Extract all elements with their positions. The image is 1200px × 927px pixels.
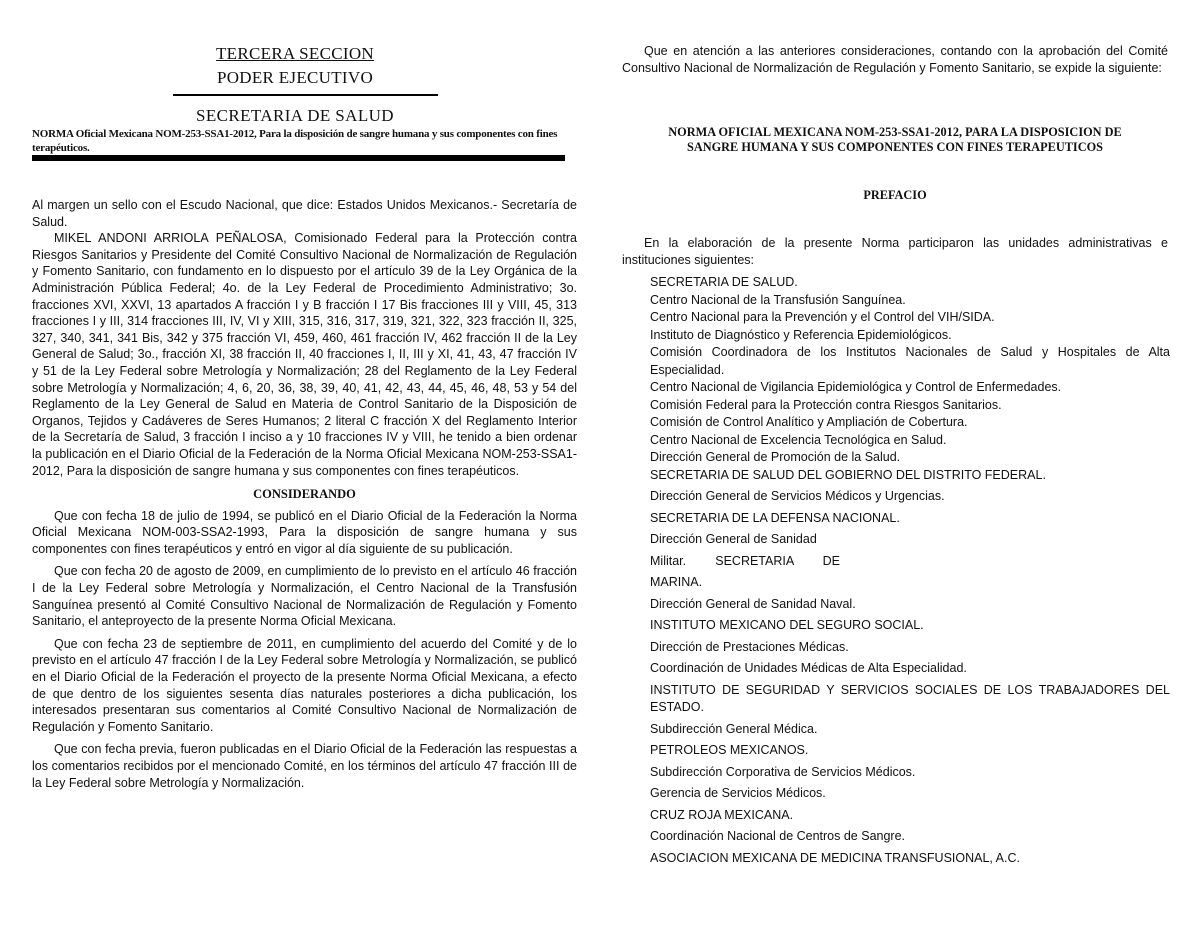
list-item: Comisión Federal para la Protección contra Riesgos Sanitarios. [650, 397, 1002, 412]
ministry-title: SECRETARIA DE SALUD [196, 106, 394, 125]
list-item: Dirección General de Promoción de la Salud. [650, 450, 901, 464]
list-item: INSTITUTO DE SEGURIDAD Y SERVICIOS SOCIALES DE LOS TRABAJADORES DEL ESTADO. [650, 682, 1170, 714]
paragraph-considerando-3: Que con fecha 23 de septiembre de 2011, en cumplimiento del acuerdo del Comité y de lo previsto en el artículo 47 fracción I de la Ley Federal sobre Metrología y Normalización, se publicó en el Diario Oficial de la Federación el proyecto de la presente Norma Oficial Mexicana, a efecto de que dentro de los siguientes sesenta días naturales posteriores a dicha publicación, los interesados presentaran sus comentarios al Comité Consultivo Nacional de Normalización de Regulación y Fomento Sanitario. [32, 636, 577, 734]
branch-title: PODER EJECUTIVO [216, 68, 374, 87]
list-item: Centro Nacional de Excelencia Tecnológica en Salud. [650, 432, 947, 447]
considerando-heading: CONSIDERANDO [253, 487, 356, 502]
list-item: INSTITUTO MEXICANO DEL SEGURO SOCIAL. [650, 618, 924, 632]
prefacio-heading: PREFACIO [863, 188, 927, 202]
paragraph-prefacio-intro: En la elaboración de la presente Norma participaron las unidades administrativas e instituciones siguientes: [622, 236, 1168, 267]
list-item: Instituto de Diagnóstico y Referencia Epidemiológicos. [650, 327, 952, 342]
list-item: MARINA. [650, 575, 703, 589]
list-item: Coordinación de Unidades Médicas de Alta Especialidad. [650, 661, 967, 675]
norma-heading-line-2: SANGRE HUMANA Y SUS COMPONENTES CON FINES TERAPEUTICOS [687, 140, 1103, 154]
list-item: ASOCIACION MEXICANA DE MEDICINA TRANSFUSIONAL, A.C. [650, 850, 1020, 865]
norma-title: NORMA Oficial Mexicana NOM-253-SSA1-2012, Para la disposición de sangre humana y sus componentes con fines terapéuticos. [32, 128, 558, 154]
list-item: Dirección General de Sanidad [650, 532, 817, 546]
prefacio-intro [622, 235, 1168, 268]
left-column [32, 197, 577, 791]
paragraph-seal: Al margen un sello con el Escudo Nacional, que dice: Estados Unidos Mexicanos.- Secretaría de Salud. [32, 198, 577, 229]
list-item: Centro Nacional de Vigilancia Epidemiológica y Control de Enfermedades. [650, 380, 1062, 394]
norma-divider [32, 155, 565, 161]
list-item: Militar. SECRETARIA DE [650, 553, 840, 568]
paragraph-considerando-2: Que con fecha 20 de agosto de 2009, en cumplimiento de lo previsto en el artículo 46 fracción I de la Ley Federal sobre Metrología y Normalización, el Centro Nacional de la Transfusión Sanguínea presentó al Comité Consultivo Nacional de Normalización de Regulación y Fomento Sanitario, el anteproyecto de la presente Norma Oficial Mexicana. [32, 564, 577, 629]
section-title: TERCERA SECCION [216, 44, 374, 63]
list-item: Dirección General de Sanidad Naval. [650, 596, 856, 611]
list-item: Dirección General de Servicios Médicos y Urgencias. [650, 489, 945, 503]
paragraph-commissioner: MIKEL ANDONI ARRIOLA PEÑALOSA, Comisionado Federal para la Protección contra Riesgos Sanitarios y Presidente del Comité Consultivo Nacional de Normalización de Regulación y Fomento Sanitario, con fundamento en lo dispuesto por el artículo 39 de la Ley Orgánica de la Administración Pública Federal; 4o. de la Ley Federal de Procedimiento Administrativo; 3o. fracciones XVI, XXVI, 13 apartados A fracción I y B fracción I 17 Bis fracciones III y VIII, 45, 313 fracciones I y III, 314 fracciones III, IV, VI y XIII, 315, 316, 317, 319, 321, 322, 323 fracción II, 325, 327, 340, 341, 341 Bis, 342 y 375 fracción VI, 459, 460, 461 fracción IV, 462 fracción II de la Ley General de Salud; 3o., fracción XI, 38 fracción II, 40 fracciones I, II, III y XI, 41, 43, 47 fracción IV y 51 de la Ley Federal sobre Metrología y Normalización; 28 del Reglamento de la Ley Federal sobre Metrología y Normalización; 4, 6, 20, 36, 38, 39, 40, 41, 42, 43, 44, 45, 46, 48, 53 y 54 del Reglamento de la Ley General de Salud en Materia de Control Sanitario de la Disposición de Organos, Tejidos y Cadáveres de Seres Humanos; 2 literal C fracción X del Reglamento Interior de la Secretaría de Salud, 3 fracción I inciso a y 10 fracciones IV y VIII, he tenido a bien ordenar la publicación en el Diario Oficial de la Federación de la Norma Oficial Mexicana NOM-253-SSA1-2012, Para la disposición de sangre humana y sus componentes con fines terapéuticos. [32, 231, 577, 478]
list-item: PETROLEOS MEXICANOS. [650, 743, 809, 757]
list-item: Centro Nacional de la Transfusión Sanguínea. [650, 292, 906, 307]
list-item: Dirección de Prestaciones Médicas. [650, 639, 849, 654]
header-divider [173, 94, 438, 96]
list-item: Comisión de Control Analítico y Ampliación de Cobertura. [650, 415, 968, 429]
paragraph-considerando-1: Que con fecha 18 de julio de 1994, se publicó en el Diario Oficial de la Federación la Norma Oficial Mexicana NOM-003-SSA2-1993, Para la disposición de sangre humana y sus componentes con fines terapéuticos y entró en vigor al día siguiente de su publicación. [32, 508, 577, 556]
list-item: Subdirección General Médica. [650, 721, 818, 736]
paragraph-intro: Que en atención a las anteriores consideraciones, contando con la aprobación del Comité Consultivo Nacional de Normalización de Regulación y Fomento Sanitario, se expide la siguiente: [622, 44, 1168, 75]
right-intro [622, 43, 1168, 76]
list-item: Subdirección Corporativa de Servicios Médicos. [650, 764, 916, 779]
norma-heading [622, 125, 1168, 155]
list-item: Coordinación Nacional de Centros de Sangre. [650, 829, 906, 843]
list-item: CRUZ ROJA MEXICANA. [650, 807, 794, 822]
institutions-list [650, 274, 1170, 867]
list-item: Comisión Coordinadora de los Institutos Nacionales de Salud y Hospitales de Alta Especialidad. [650, 345, 1170, 377]
list-item: SECRETARIA DE SALUD DEL GOBIERNO DEL DISTRITO FEDERAL. [650, 467, 1046, 482]
list-item: Centro Nacional para la Prevención y el Control del VIH/SIDA. [650, 310, 995, 324]
paragraph-considerando-4: Que con fecha previa, fueron publicadas en el Diario Oficial de la Federación las respuestas a los comentarios recibidos por el mencionado Comité, en los términos del artículo 47 fracción III de la Ley Federal sobre Metrología y Normalización. [32, 742, 577, 790]
list-item: SECRETARIA DE SALUD. [650, 275, 798, 289]
norma-heading-line-1: NORMA OFICIAL MEXICANA NOM-253-SSA1-2012, PARA LA DISPOSICION DE [668, 125, 1122, 139]
list-item: SECRETARIA DE LA DEFENSA NACIONAL. [650, 510, 900, 525]
list-item: Gerencia de Servicios Médicos. [650, 786, 826, 800]
